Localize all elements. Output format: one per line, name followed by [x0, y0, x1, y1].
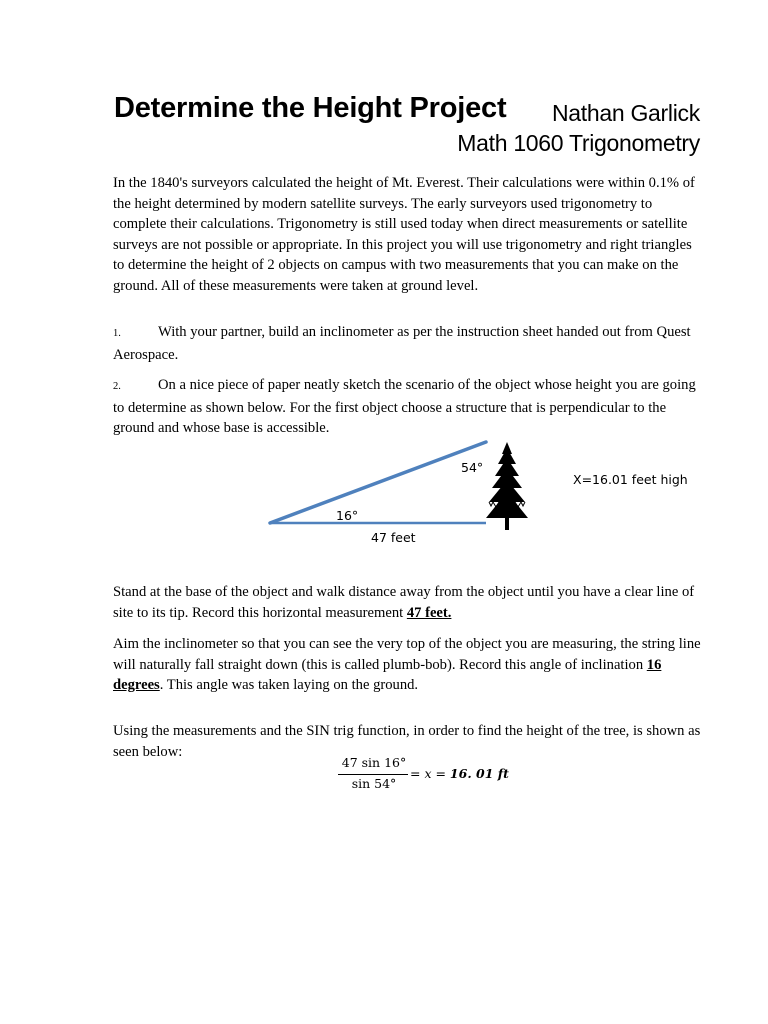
top-angle-label: 54°: [461, 460, 484, 475]
page-title: Determine the Height Project: [114, 92, 507, 124]
step-text: On a nice piece of paper neatly sketch the scenario of the object whose height you are going to determine as shown below. For the first object choose a structure that is perpendicular to the ground and whose base is accessible.: [113, 377, 696, 436]
author-name: Nathan Garlick: [552, 100, 700, 126]
step-2: [113, 375, 703, 439]
course-name: Math 1060 Trigonometry: [457, 130, 700, 156]
height-formula: [338, 754, 538, 794]
aim-paragraph: [113, 634, 703, 696]
triangle-svg: [260, 430, 700, 560]
pine-tree-icon: [486, 442, 528, 530]
step-number: 2.: [113, 381, 121, 392]
step-text: With your partner, build an inclinometer as per the instruction sheet handed out from Quest Aerospace.: [113, 324, 691, 363]
intro-paragraph: In the 1840's surveyors calculated the height of Mt. Everest. Their calculations were within 0.1% of the height determined by modern satellite surveys. The early surveyors used trigonometry to complete their calculations. Trigonometry is still used today when direct measurements or satellite surveys are not possible or appropriate. In this project you will use trigonometry and right triangles to determine the height of 2 objects on campus with two measurements that you can make on the ground. All of these measurements were taken at ground level.: [113, 175, 695, 294]
using-paragraph: Using the measurements and the SIN trig function, in order to find the height of the tree, is shown as seen below:: [113, 723, 701, 760]
equals-x: = x =: [410, 766, 450, 781]
triangle-diagram: [260, 430, 700, 560]
fraction-denominator: sin 54°: [351, 776, 397, 791]
distance-measurement: 47 feet.: [406, 604, 452, 621]
result-value: 16. 01 ft: [449, 766, 509, 781]
stand-paragraph: [113, 582, 703, 623]
hypotenuse-line: [270, 442, 486, 523]
fraction-numerator: 47 sin 16°: [341, 755, 407, 770]
bottom-angle-label: 16°: [336, 508, 359, 523]
equation-result: [410, 766, 509, 781]
step-number: 1.: [113, 328, 121, 339]
fraction: [338, 754, 410, 793]
base-length-label: 47 feet: [371, 530, 416, 545]
height-result-label: X=16.01 feet high: [573, 472, 688, 487]
aim-text-end: . This angle was taken laying on the ground.: [159, 677, 419, 693]
stand-text: Stand at the base of the object and walk distance away from the object until you have a clear line of site to its tip. Record this horizontal measurement: [113, 584, 695, 621]
step-1: [113, 322, 703, 365]
angle-measurement: 16 degrees: [113, 656, 662, 693]
aim-text: Aim the inclinometer so that you can see the very top of the object you are measuring, the string line will naturally fall straight down (this is called plumb-bob). Record this angle of inclination: [113, 636, 701, 673]
